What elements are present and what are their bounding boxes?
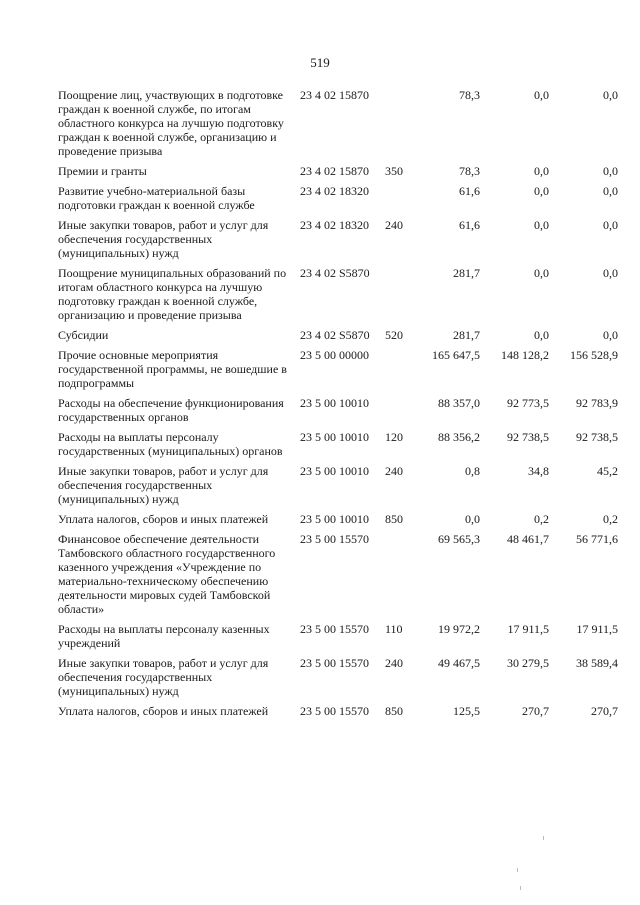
table-row [58,328,618,342]
table-row [58,164,618,178]
table-row [58,218,618,260]
target-code: 23 5 00 00000 [300,348,369,362]
table-row [58,704,618,718]
amount-year-3: 0,2 [603,512,618,526]
expense-name: Поощрение муниципальных образований по итогам областного конкурса на лучшую подготовку граждан к военной службе, организацию и проведение призыва [58,266,287,322]
expense-name: Поощрение лиц, участвующих в подготовке граждан к военной службе, по итогам областного конкурса на лучшую подготовку граждан к военной службе, организацию и проведение призыва [58,88,284,158]
amount-year-2: 17 911,5 [507,622,549,636]
expense-name: Иные закупки товаров, работ и услуг для обеспечения государственных (муниципальных) нужд [58,656,269,698]
amount-year-1: 88 357,0 [438,396,480,410]
expense-type-code: 120 [385,430,403,444]
amount-year-2: 270,7 [522,704,549,718]
table-row [58,396,618,424]
amount-year-1: 165 647,5 [432,348,480,362]
amount-year-3: 92 783,9 [576,396,618,410]
amount-year-2: 92 738,5 [507,430,549,444]
amount-year-3: 0,0 [603,184,618,198]
table-row [58,532,618,616]
amount-year-3: 38 589,4 [576,656,618,670]
table-row [58,348,618,390]
amount-year-2: 48 461,7 [507,532,549,546]
page-number: 519 [310,55,330,70]
amount-year-3: 56 771,6 [576,532,618,546]
target-code: 23 4 02 15870 [300,164,369,178]
amount-year-1: 19 972,2 [438,622,480,636]
amount-year-2: 0,2 [534,512,549,526]
expense-name: Иные закупки товаров, работ и услуг для обеспечения государственных (муниципальных) нужд [58,218,269,260]
target-code: 23 4 02 15870 [300,88,369,102]
amount-year-3: 0,0 [603,266,618,280]
target-code: 23 4 02 18320 [300,218,369,232]
amount-year-3: 92 738,5 [576,430,618,444]
expense-type-code: 240 [385,656,403,670]
expense-name: Расходы на выплаты персоналу казенных учреждений [58,622,270,650]
amount-year-1: 0,0 [465,512,480,526]
expense-name: Премии и гранты [58,164,147,178]
table-row [58,656,618,698]
amount-year-2: 0,0 [534,184,549,198]
expense-name: Уплата налогов, сборов и иных платежей [58,512,269,526]
target-code: 23 5 00 10010 [300,512,369,526]
expense-type-code: 520 [385,328,403,342]
amount-year-3: 17 911,5 [576,622,618,636]
amount-year-1: 78,3 [459,164,480,178]
scan-speck [543,836,544,840]
table-row [58,184,618,212]
amount-year-3: 45,2 [597,464,618,478]
scan-speck [520,886,521,890]
amount-year-1: 125,5 [453,704,480,718]
target-code: 23 5 00 10010 [300,430,369,444]
amount-year-1: 281,7 [453,266,480,280]
table-row [58,266,618,322]
expense-type-code: 350 [385,164,403,178]
amount-year-2: 0,0 [534,328,549,342]
expense-type-code: 110 [385,622,403,636]
table-row [58,430,618,458]
target-code: 23 5 00 15570 [300,656,369,670]
expense-name: Уплата налогов, сборов и иных платежей [58,704,269,718]
amount-year-3: 0,0 [603,218,618,232]
amount-year-1: 281,7 [453,328,480,342]
amount-year-2: 92 773,5 [507,396,549,410]
amount-year-2: 0,0 [534,88,549,102]
expense-name: Расходы на выплаты персоналу государственных (муниципальных) органов [58,430,283,458]
table-row [58,88,618,158]
table-row [58,512,618,526]
amount-year-2: 34,8 [528,464,549,478]
amount-year-1: 78,3 [459,88,480,102]
target-code: 23 4 02 18320 [300,184,369,198]
expense-type-code: 850 [385,704,403,718]
amount-year-3: 0,0 [603,328,618,342]
amount-year-2: 0,0 [534,266,549,280]
expense-type-code: 240 [385,464,403,478]
amount-year-3: 156 528,9 [570,348,618,362]
amount-year-1: 49 467,5 [438,656,480,670]
amount-year-1: 61,6 [459,184,480,198]
scan-speck [517,868,518,872]
expense-name: Финансовое обеспечение деятельности Тамбовского областного государственного казенного учреждения «Учреждение по материально-техническому обеспечению деятельности мировых судей Тамбовской области» [58,532,276,616]
amount-year-2: 148 128,2 [501,348,549,362]
amount-year-1: 0,8 [465,464,480,478]
amount-year-3: 270,7 [591,704,618,718]
expense-name: Расходы на обеспечение функционирования государственных органов [58,396,284,424]
target-code: 23 4 02 S5870 [300,328,370,342]
amount-year-3: 0,0 [603,164,618,178]
target-code: 23 5 00 15570 [300,532,369,546]
table-row [58,464,618,506]
target-code: 23 5 00 10010 [300,464,369,478]
target-code: 23 5 00 15570 [300,622,369,636]
target-code: 23 5 00 10010 [300,396,369,410]
amount-year-3: 0,0 [603,88,618,102]
amount-year-2: 30 279,5 [507,656,549,670]
amount-year-1: 69 565,3 [438,532,480,546]
expense-type-code: 850 [385,512,403,526]
expense-name: Иные закупки товаров, работ и услуг для обеспечения государственных (муниципальных) нужд [58,464,269,506]
expense-name: Развитие учебно-материальной базы подготовки граждан к военной службе [58,184,255,212]
budget-table [58,88,618,724]
amount-year-1: 61,6 [459,218,480,232]
table-row [58,622,618,650]
expense-name: Субсидии [58,328,109,342]
amount-year-1: 88 356,2 [438,430,480,444]
target-code: 23 4 02 S5870 [300,266,370,280]
amount-year-2: 0,0 [534,218,549,232]
expense-name: Прочие основные мероприятия государственной программы, не вошедшие в подпрограммы [58,348,287,390]
amount-year-2: 0,0 [534,164,549,178]
expense-type-code: 240 [385,218,403,232]
target-code: 23 5 00 15570 [300,704,369,718]
